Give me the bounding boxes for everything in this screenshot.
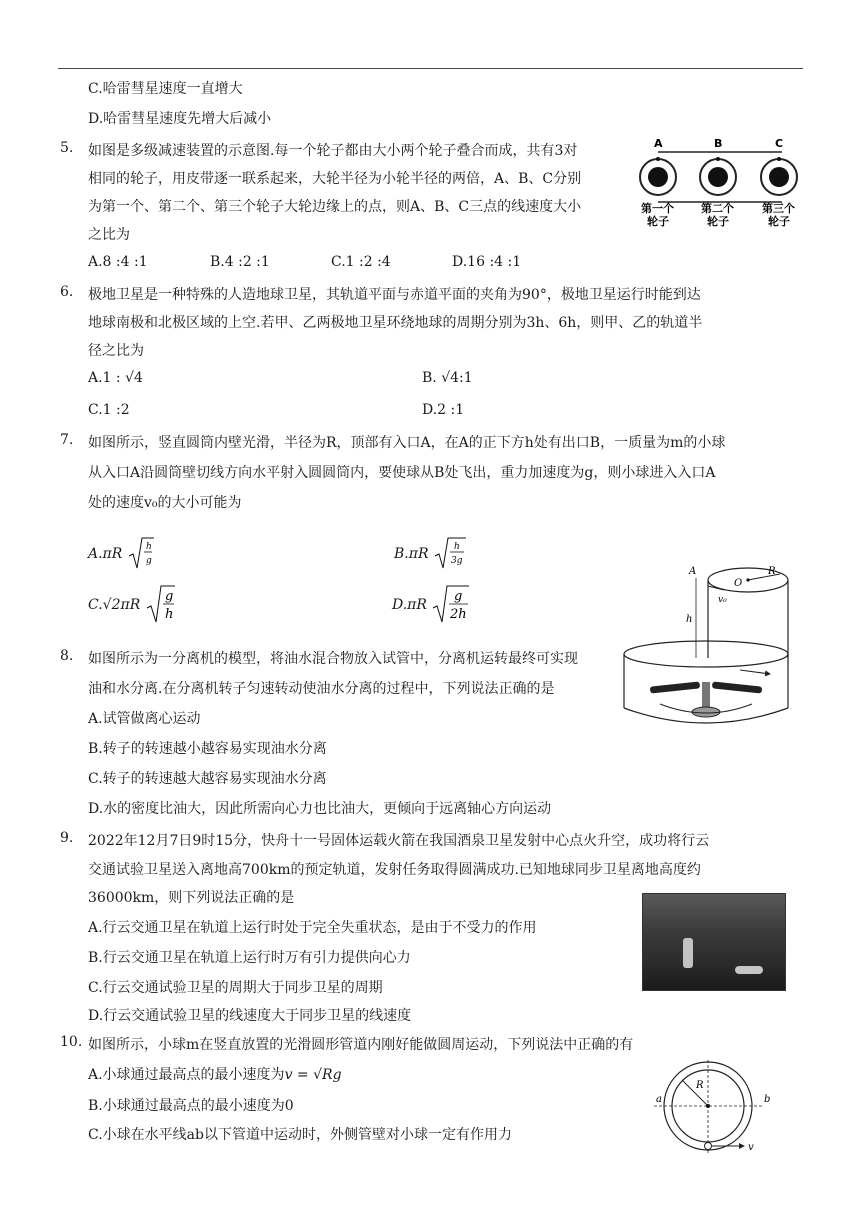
svg-text:g: g xyxy=(145,556,152,566)
q5-option-a: A.8 :4 :1 xyxy=(88,254,148,270)
q5-line-3: 为第一个、第二个、第三个轮子大轮边缘上的点，则A、B、C三点的线速度大小 xyxy=(88,199,582,215)
point-label-a: A xyxy=(654,137,663,150)
q7-option-a-radical xyxy=(127,536,155,572)
svg-text:2h: 2h xyxy=(450,607,468,622)
q10-option-a: A.小球通过最高点的最小速度为v = √Rg xyxy=(88,1067,342,1083)
rocket-plume xyxy=(683,938,693,968)
q6-line-2: 地球南极和北极区域的上空.若甲、乙两极地卫星环绕地球的周期分别为3h、6h，则甲、乙的轨道半 xyxy=(88,315,703,331)
q7-line-3: 处的速度v₀的大小可能为 xyxy=(88,495,242,511)
q10-ring-figure xyxy=(652,1056,782,1156)
q7-line-2: 从入口A沿圆筒壁切线方向水平射入圆圆筒内，要使球从B处飞出，重力加速度为g，则小球进入入口A xyxy=(88,465,716,481)
q7-option-d: D.πR g 2h xyxy=(392,584,471,626)
q7-option-b: B.πR h 3g xyxy=(394,536,469,572)
q5-option-c: C.1 :2 :4 xyxy=(331,254,391,270)
q6-option-b: B. √4:1 xyxy=(422,370,473,386)
q5-wheels-figure xyxy=(638,134,806,234)
wheel-1-label-2: 轮子 xyxy=(647,215,669,228)
q5-line-4: 之比为 xyxy=(88,227,130,243)
svg-text:g: g xyxy=(164,589,174,604)
q9-line-1: 2022年12月7日9时15分，快舟十一号固体运载火箭在我国酒泉卫星发射中心点火升空，成功将行云 xyxy=(88,833,710,849)
wheel-2 xyxy=(700,159,736,195)
q7-line-1: 如图所示，竖直圆筒内壁光滑，半径为R，顶部有入口A，在A的正下方h处有出口B，一质量为m的小球 xyxy=(88,435,726,451)
label-radius: R xyxy=(696,1080,704,1091)
q10-option-b: B.小球通过最高点的最小速度为0 xyxy=(88,1098,294,1114)
q8-number: 8. xyxy=(60,648,74,664)
q8-option-c: C.转子的转速越大越容易实现油水分离 xyxy=(88,771,327,787)
label-o: O xyxy=(734,578,743,589)
q6-number: 6. xyxy=(60,284,74,300)
header-rule xyxy=(58,68,803,69)
q7-option-d-radical xyxy=(431,584,471,626)
label-r: R xyxy=(768,566,776,577)
q5-option-b: B.4 :2 :1 xyxy=(210,254,270,270)
wheel-2-label-2: 轮子 xyxy=(707,215,729,228)
point-label-c: C xyxy=(775,137,784,150)
q9-rocket-launch-photo xyxy=(642,893,786,991)
q9-option-d: D.行云交通试验卫星的线速度大于同步卫星的线速度 xyxy=(88,1008,412,1024)
q8-centrifuge-figure xyxy=(620,638,792,730)
q10-line-1: 如图所示，小球m在竖直放置的光滑圆形管道内刚好能做圆周运动，下列说法中正确的有 xyxy=(88,1037,634,1053)
label-a: A xyxy=(689,566,697,577)
q9-number: 9. xyxy=(60,830,74,846)
q6-line-3: 径之比为 xyxy=(88,343,144,359)
svg-text:3g: 3g xyxy=(450,556,463,566)
label-b-point: b xyxy=(764,1094,771,1105)
q8-line-2: 油和水分离.在分离机转子匀速转动使油水分离的过程中，下列说法正确的是 xyxy=(88,681,555,697)
q9-line-2: 交通试验卫星送入离地高700km的预定轨道，发射任务取得圆满成功.已知地球同步卫星离地高度约 xyxy=(88,862,701,878)
q5-number: 5. xyxy=(60,140,74,156)
svg-text:h: h xyxy=(145,542,152,552)
q6-option-c: C.1 :2 xyxy=(88,402,130,418)
svg-text:h: h xyxy=(453,542,460,552)
q9-option-c: C.行云交通试验卫星的周期大于同步卫星的周期 xyxy=(88,980,383,996)
q4-option-d: D.哈雷彗星速度先增大后减小 xyxy=(88,111,272,127)
label-velocity: v xyxy=(748,1142,754,1153)
label-a-point: a xyxy=(656,1094,662,1105)
q6-line-1: 极地卫星是一种特殊的人造地球卫星，其轨道平面与赤道平面的夹角为90°，极地卫星运行时能到达 xyxy=(88,287,701,303)
q5-line-1: 如图是多级减速装置的示意图.每一个轮子都由大小两个轮子叠合而成，共有3对 xyxy=(88,143,578,159)
q9-option-b: B.行云交通卫星在轨道上运行时万有引力提供向心力 xyxy=(88,950,411,966)
q4-option-c: C.哈雷彗星速度一直增大 xyxy=(88,81,243,97)
q8-option-d: D.水的密度比油大，因此所需向心力也比油大，更倾向于远离轴心方向运动 xyxy=(88,801,552,817)
q8-option-b: B.转子的转速越小越容易实现油水分离 xyxy=(88,741,327,757)
wheel-3-label: 第三个 xyxy=(762,202,795,215)
svg-text:g: g xyxy=(454,589,463,604)
q10-option-c: C.小球在水平线ab以下管道中运动时，外侧管壁对小球一定有作用力 xyxy=(88,1127,512,1143)
label-h: h xyxy=(686,614,693,625)
point-label-b: B xyxy=(714,137,723,150)
wheel-2-label: 第二个 xyxy=(701,202,734,215)
q7-option-c-radical xyxy=(145,584,177,626)
q7-option-c: C.√2πR g h xyxy=(88,584,177,626)
svg-text:h: h xyxy=(164,607,174,622)
wheel-1-label: 第一个 xyxy=(641,202,674,215)
q7-option-b-radical xyxy=(433,536,469,572)
q6-option-d: D.2 :1 xyxy=(422,402,465,418)
q7-number: 7. xyxy=(60,432,74,448)
q9-line-3: 36000km，则下列说法正确的是 xyxy=(88,890,295,906)
q5-line-2: 相同的轮子，用皮带逐一联系起来，大轮半径为小轮半径的两倍，A、B、C分别 xyxy=(88,171,582,187)
launch-light xyxy=(735,966,763,974)
q6-option-a: A.1 : √4 xyxy=(88,370,143,386)
q8-line-1: 如图所示为一分离机的模型，将油水混合物放入试管中，分离机运转最终可实现 xyxy=(88,651,578,667)
wheel-3 xyxy=(761,159,797,195)
label-v0: v₀ xyxy=(718,595,727,605)
wheel-1 xyxy=(640,159,676,195)
q8-option-a: A.试管做离心运动 xyxy=(88,711,201,727)
q9-option-a: A.行云交通卫星在轨道上运行时处于完全失重状态，是由于不受力的作用 xyxy=(88,920,537,936)
q10-number: 10. xyxy=(60,1034,83,1050)
wheel-3-label-2: 轮子 xyxy=(768,215,790,228)
q5-option-d: D.16 :4 :1 xyxy=(452,254,522,270)
q7-option-a: A.πR h g xyxy=(88,536,155,572)
